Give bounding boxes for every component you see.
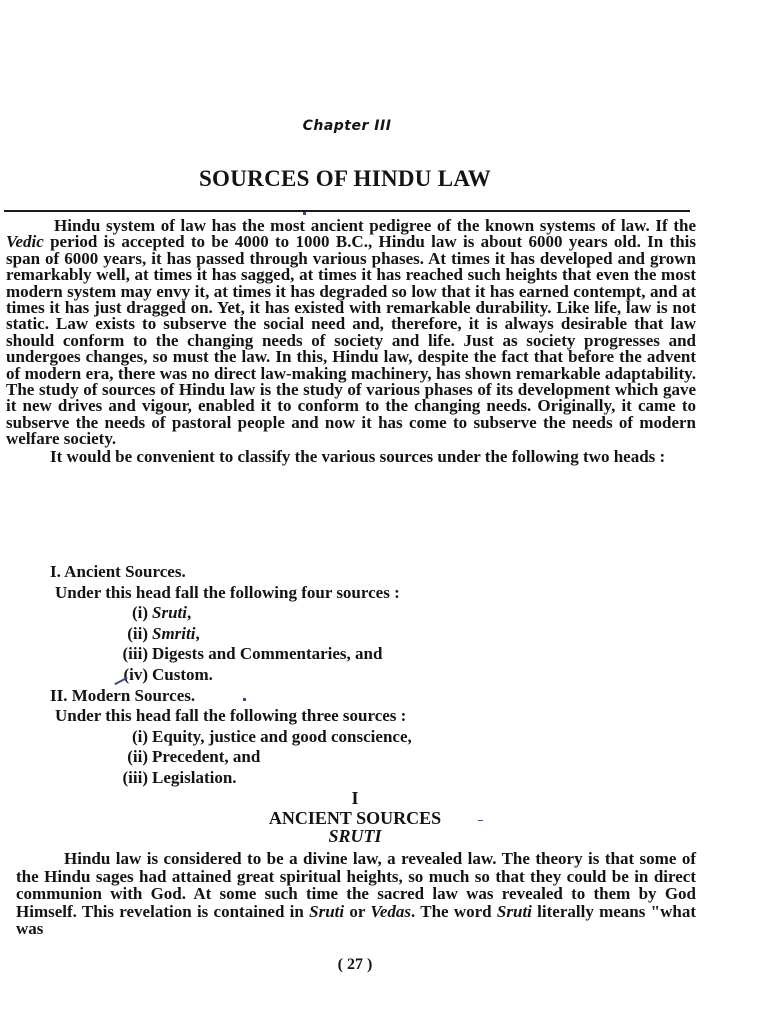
list-item-number: (iii) [122,644,148,664]
sruti-term: Sruti [309,901,345,921]
intro-text-run: period is accepted to be 4000 to 1000 B.C., Hindu law is about 6000 years old. In this span of 6000 years, it has passed through various phases. At times it has developed and grown remarkably well, at times it has sagged, at times it has reached such heights that even the most modern system may envy it, at times it has degraded so low that it has earned contempt, and at times it has just dragged on. Yet, it has existed with remarkable durability. Like life, law is not static. Law exists to subserve the social need and, therefore, it is always desirable that law should conform to the changing needs of society and life. Just as society progresses and undergoes changes, so must the law. In this, Hindu law, despite the fact that before the advent of modern era, there was no direct law-making machinery, has shown remarkable adaptability. The study of sources of Hindu law is the study of various phases of its development which gave it new drives and vigour, enabled it to conform to the changing needs. Originally, it came to subserve the needs of pastoral people and now it has come to subserve the needs of modern welfare society. [6,232,696,449]
sruti-text-run: . The word [411,901,497,921]
list-item-text: Equity, justice and good conscience, [152,726,412,746]
intro-text-run: Hindu system of law has the most ancient pedigree of the known systems of law. If the [54,216,696,235]
list-item [0,603,700,624]
ancient-sources-heading: I. Ancient Sources. [50,562,186,581]
sruti-text-run: or [344,901,371,921]
list-item-number: (ii) [127,623,148,643]
list-item-text: Digests and Commentaries, and [152,644,383,664]
list-item-text: Sruti [152,603,187,623]
list-item-number: (iii) [122,767,148,787]
vedas-term: Vedas [370,901,412,921]
intro-paragraph-2: It would be convenient to classify the various sources under the following two heads : [50,446,666,466]
intro-paragraph-1 [6,218,696,448]
title-rule [4,210,690,212]
list-item-suffix: , [195,623,200,643]
list-item-number: (iv) [123,664,148,684]
sruti-text-run: literally means "what was [16,901,696,939]
section-number: I [351,788,359,808]
sruti-text-run: Hindu law is considered to be a divine law, a revealed law. The theory is that some of the Hindu sages had attained great spiritual heights, so much so that they could be in direct communion with God. At some such time the sacred law was revealed to them by God Himself. This revelation is contained in [16,849,696,921]
list-item-number: (i) [131,726,148,746]
ancient-sources-intro: Under this head fall the following four sources : [55,582,400,602]
sruti-term: Sruti [496,901,532,921]
list-item [0,624,700,645]
list-item [0,727,700,748]
list-item [0,644,700,665]
list-item-text: Smriti [152,623,196,643]
list-item-text: Precedent, and [152,747,261,767]
ink-mark [243,698,246,701]
ink-mark [303,212,306,215]
modern-sources-heading: II. Modern Sources. [50,685,196,705]
sruti-text [16,850,696,938]
list-item-suffix: , [186,603,192,623]
list-item [0,768,700,789]
list-item-text: Legislation. [152,767,237,787]
intro-text [6,218,696,466]
chapter-title: SOURCES OF HINDU LAW [198,166,492,191]
list-item-text: Custom. [152,664,213,684]
sruti-paragraph [16,850,696,938]
list-item [0,665,700,686]
list-item-number: (i) [131,603,148,623]
page-number: ( 27 ) [337,956,373,973]
section-subtitle: SRUTI [328,826,382,846]
ink-mark [478,820,483,821]
chapter-label: Chapter III [302,118,392,134]
list-item-number: (ii) [127,747,148,767]
intro-vedic-term: Vedic [6,232,44,252]
sources-classification [0,562,700,789]
section-title: ANCIENT SOURCES [268,808,442,828]
modern-sources-intro: Under this head fall the following three sources : [55,706,407,726]
list-item [0,747,700,768]
